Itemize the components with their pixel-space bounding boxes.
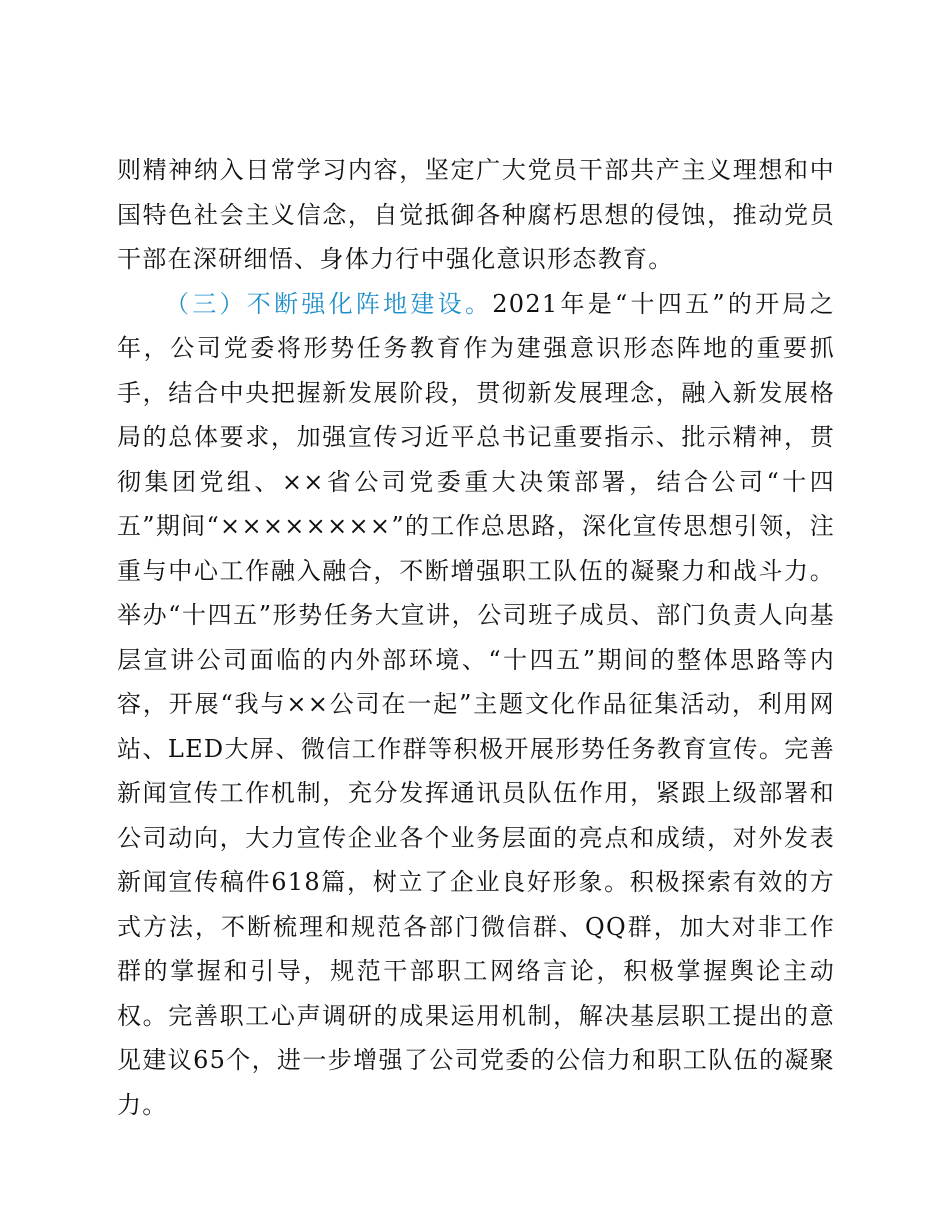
section-three-body: 2021年是“十四五”的开局之年，公司党委将形势任务教育作为建强意识形态阵地的重要抓手，结合中央把握新发展阶段，贯彻新发展理念，融入新发展格局的总体要求，加强宣传习近平总书记重要指示、批示精神，贯彻集团党组、××省公司党委重大决策部署，结合公司“十四五”期间“××××××××”的工作总思路，深化宣传思想引领，注重与中心工作融入融合，不断增强职工队伍的凝聚力和战斗力。举办“十四五”形势任务大宣讲，公司班子成员、部门负责人向基层宣讲公司面临的内外部环境、“十四五”期间的整体思路等内容，开展“我与××公司在一起”主题文化作品征集活动，利用网站、LED大屏、微信工作群等积极开展形势任务教育宣传。完善新闻宣传工作机制，充分发挥通讯员队伍作用，紧跟上级部署和公司动向，大力宣传企业各个业务层面的亮点和成绩，对外发表新闻宣传稿件618篇，树立了企业良好形象。积极探索有效的方式方法，不断梳理和规范各部门微信群、QQ群，加大对非工作群的掌握和引导，规范干部职工网络言论，积极掌握舆论主动权。完善职工心声调研的成果运用机制，解决基层职工提出的意见建议65个，进一步增强了公司党委的公信力和职工队伍的凝聚力。 bbox=[117, 289, 835, 1119]
paragraph-continuation: 则精神纳入日常学习内容，坚定广大党员干部共产主义理想和中国特色社会主义信念，自觉抵御各种腐朽思想的侵蚀，推动党员干部在深研细悟、身体力行中强化意识形态教育。 bbox=[117, 156, 835, 273]
document-body bbox=[117, 148, 835, 1127]
section-heading-inline: （三）不断强化阵地建设。 bbox=[165, 289, 493, 318]
paragraph-section-three bbox=[117, 282, 835, 1128]
